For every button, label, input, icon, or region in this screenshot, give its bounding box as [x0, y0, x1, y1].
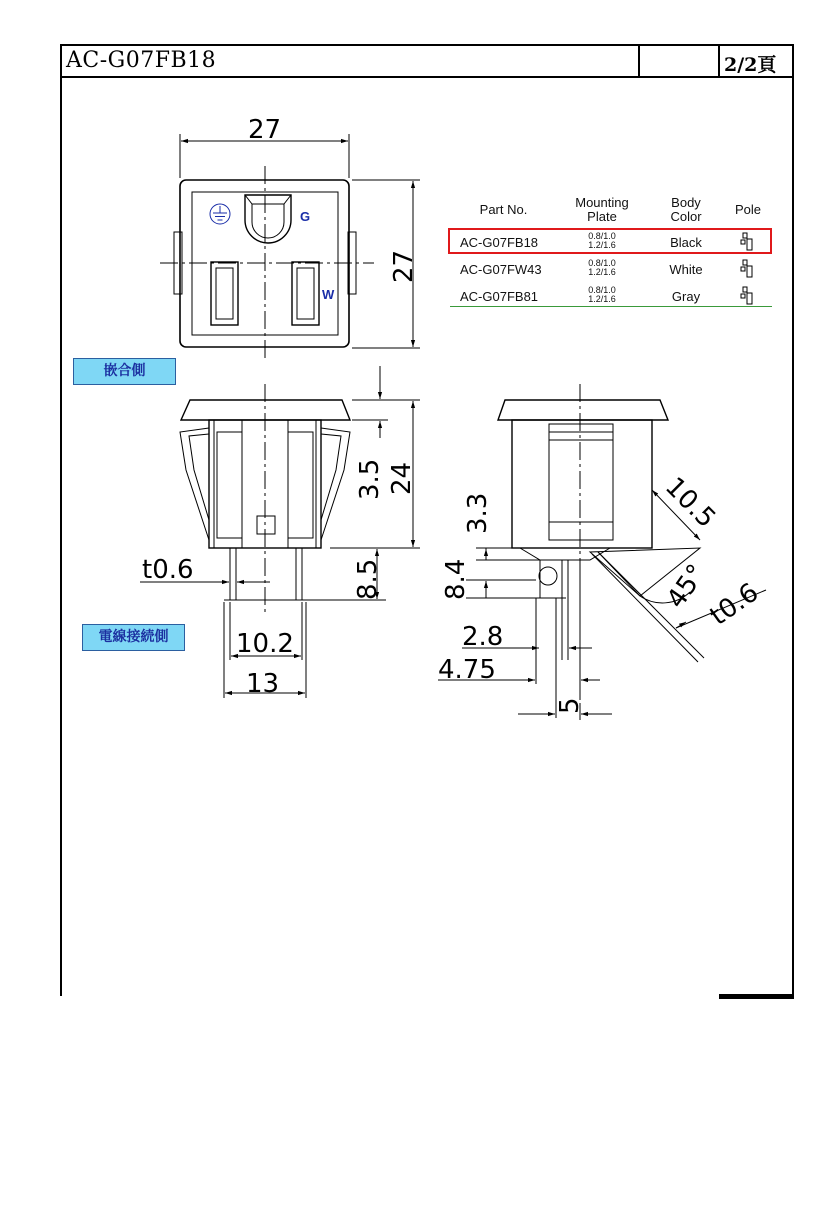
front-view — [160, 166, 374, 358]
col-body-color: Body Color — [670, 195, 702, 224]
plate-cell: 0.8/1.0 1.2/1.6 — [588, 258, 616, 277]
col-part-no: Part No. — [479, 202, 528, 217]
color-cell: Black — [670, 235, 702, 250]
dim-width-10-2: 10.2 — [236, 629, 294, 659]
pole-icon — [740, 286, 754, 306]
white-mark: W — [322, 287, 335, 302]
dim-h-8-4: 8.4 — [441, 558, 471, 600]
drawing-title: AC-G07FB18 — [66, 48, 217, 73]
dim-top-width: 27 — [248, 115, 282, 145]
dim-height-3-5: 3.5 — [355, 458, 385, 500]
dim-thickness-left: t0.6 — [142, 555, 194, 585]
wire-side-label: 電線接続側 — [82, 624, 185, 651]
part-no-cell: AC-G07FB81 — [460, 289, 539, 304]
mating-side-label: 嵌合側 — [73, 358, 176, 385]
dim-w-5: 5 — [555, 697, 585, 714]
dim-w-2-8: 2.8 — [462, 622, 504, 652]
dim-h-3-3: 3.3 — [463, 492, 493, 534]
dim-width-13: 13 — [246, 669, 280, 699]
table-bottom-rule — [450, 306, 772, 307]
pole-icon — [740, 232, 754, 252]
dim-height-24: 24 — [387, 461, 417, 495]
color-cell: White — [669, 262, 703, 277]
dim-height-8-5: 8.5 — [353, 558, 383, 600]
table-row — [448, 231, 772, 256]
part-table — [448, 190, 774, 310]
ground-mark: G — [300, 209, 311, 224]
dim-thickness-right: t0.6 — [704, 577, 765, 632]
col-pole: Pole — [734, 202, 762, 217]
dim-top-height: 27 — [389, 249, 419, 283]
side-view-right — [498, 384, 704, 720]
page-number: 2/2頁 — [724, 54, 777, 76]
plate-cell: 0.8/1.0 1.2/1.6 — [588, 231, 616, 250]
color-cell: Gray — [671, 289, 701, 304]
dim-angle-45: 45° — [661, 559, 713, 615]
side-view-left — [180, 384, 350, 612]
dim-len-10-5: 10.5 — [659, 471, 722, 534]
plate-cell: 0.8/1.0 1.2/1.6 — [588, 285, 616, 304]
col-mounting: Mounting Plate — [575, 195, 629, 224]
dim-w-4-75: 4.75 — [438, 655, 496, 685]
pole-icon — [740, 259, 754, 279]
table-row — [448, 258, 772, 283]
part-no-cell: AC-G07FW43 — [460, 262, 542, 277]
part-no-cell: AC-G07FB18 — [460, 235, 539, 250]
